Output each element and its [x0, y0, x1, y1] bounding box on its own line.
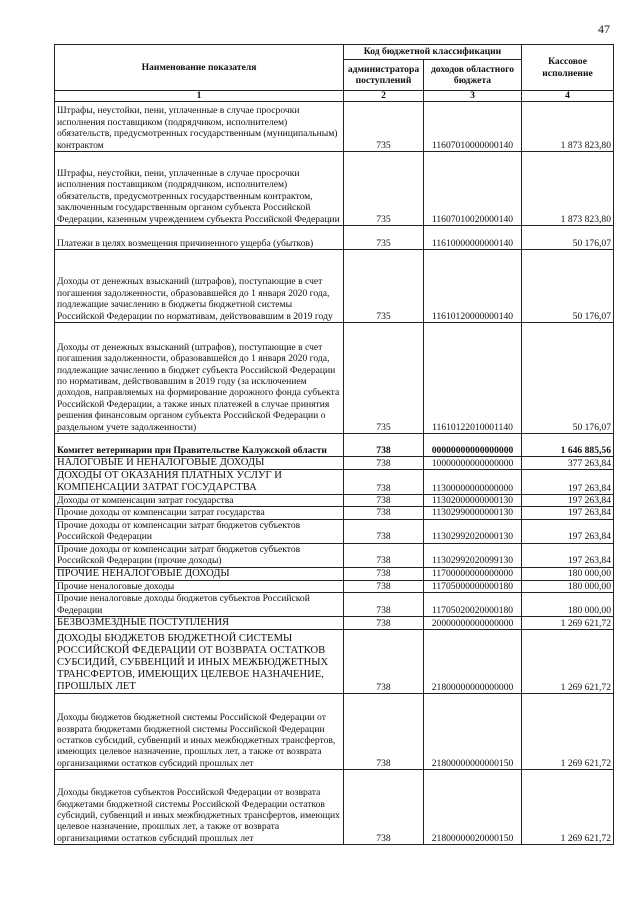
row-amount: 197 263,84: [522, 470, 614, 495]
header-admin: администратора поступлений: [344, 60, 424, 91]
header-income: доходов областного бюджета: [424, 60, 522, 91]
row-name: Доходы от компенсации затрат государства: [55, 495, 344, 507]
row-amount: 180 000,00: [522, 580, 614, 592]
table-row: [55, 507, 614, 519]
header-num: 2: [344, 91, 424, 102]
row-admin: 738: [344, 434, 424, 457]
row-amount: 50 176,07: [522, 323, 614, 434]
budget-table: [54, 44, 614, 845]
row-name: Комитет ветеринарии при Правительстве Калужской области: [55, 434, 344, 457]
row-code: 11302000000000130: [424, 495, 522, 507]
row-name: Прочие неналоговые доходы: [55, 580, 344, 592]
table-row: [55, 323, 614, 434]
row-name: Прочие доходы от компенсации затрат бюджетов субъектов Российской Федерации (прочие доходы): [55, 543, 344, 567]
row-amount: 197 263,84: [522, 507, 614, 519]
table-row: [55, 580, 614, 592]
row-admin: 738: [344, 580, 424, 592]
row-admin: 738: [344, 507, 424, 519]
table-row: [55, 519, 614, 543]
row-code: 00000000000000000: [424, 434, 522, 457]
row-admin: 738: [344, 495, 424, 507]
row-code: 11610000000000140: [424, 226, 522, 250]
header-group: Код бюджетной классификации: [344, 45, 522, 60]
page-number: 47: [598, 22, 610, 36]
row-name: Прочие неналоговые доходы бюджетов субъектов Российской Федерации: [55, 593, 344, 617]
row-admin: 738: [344, 567, 424, 580]
table-row: [55, 470, 614, 495]
row-code: 11300000000000000: [424, 470, 522, 495]
table-row: [55, 770, 614, 845]
row-amount: 50 176,07: [522, 226, 614, 250]
row-name: Штрафы, неустойки, пени, уплаченные в случае просрочки исполнения поставщиком (подрядчиком, исполнителем) обязательств, предусмотренных государственным контрактом, заключенным государственным органом субъекта Российской Федерации, казенным учреждением субъекта Российской Федерации: [55, 152, 344, 226]
row-code: 11700000000000000: [424, 567, 522, 580]
row-name: Штрафы, неустойки, пени, уплаченные в случае просрочки исполнения поставщиком (подрядчиком, исполнителем) обязательств, предусмотренных государственным (муниципальным) контрактом: [55, 102, 344, 152]
row-amount: 1 646 885,56: [522, 434, 614, 457]
header-amount: Кассовое исполнение: [522, 45, 614, 91]
table-row: [55, 102, 614, 152]
row-amount: 50 176,07: [522, 250, 614, 323]
table-row: [55, 567, 614, 580]
row-name: Прочие доходы от компенсации затрат государства: [55, 507, 344, 519]
row-amount: 1 269 621,72: [522, 617, 614, 630]
row-name: Доходы от денежных взысканий (штрафов), поступающие в счет погашения задолженности, образовавшейся до 1 января 2020 года, подлежащие зачислению в бюджет субъекта Российской Федерации по нормативам, действовавшим в 2019 году (за исключением доходов, направляемых на формирование дорожного фонда субъекта Российской Федерации, а также иных платежей в случае принятия решения финансовым органом субъекта Российской Федерации о раздельном учете задолженности): [55, 323, 344, 434]
row-admin: 735: [344, 152, 424, 226]
row-admin: 738: [344, 593, 424, 617]
row-name: БЕЗВОЗМЕЗДНЫЕ ПОСТУПЛЕНИЯ: [55, 617, 344, 630]
row-admin: 738: [344, 519, 424, 543]
row-amount: 197 263,84: [522, 543, 614, 567]
row-amount: 180 000,00: [522, 593, 614, 617]
row-code: 11610122010001140: [424, 323, 522, 434]
table-row: [55, 434, 614, 457]
row-amount: 377 263,84: [522, 457, 614, 470]
row-name: Доходы от денежных взысканий (штрафов), поступающие в счет погашения задолженности, образовавшейся до 1 января 2020 года, подлежащие зачислению в бюджеты бюджетной системы Российской Федерации по нормативам, действовавшим в 2019 году: [55, 250, 344, 323]
table-row: [55, 226, 614, 250]
row-code: 21800000020000150: [424, 770, 522, 845]
row-admin: 738: [344, 470, 424, 495]
row-name: Платежи в целях возмещения причиненного ущерба (убытков): [55, 226, 344, 250]
row-name: НАЛОГОВЫЕ И НЕНАЛОГОВЫЕ ДОХОДЫ: [55, 457, 344, 470]
row-name: Доходы бюджетов бюджетной системы Российской Федерации от возврата бюджетами бюджетной системы Российской Федерации остатков субсидий, субвенций и иных межбюджетных трансфертов, имеющих целевое назначение, прошлых лет, а также от возврата организациями остатков субсидий прошлых лет: [55, 694, 344, 770]
header-num: 1: [55, 91, 344, 102]
row-amount: 1 873 823,80: [522, 102, 614, 152]
row-amount: 1 269 621,72: [522, 770, 614, 845]
row-code: 11705000000000180: [424, 580, 522, 592]
row-amount: 1 269 621,72: [522, 630, 614, 694]
header-name: Наименование показателя: [55, 45, 344, 91]
table-row: [55, 617, 614, 630]
row-admin: 738: [344, 543, 424, 567]
row-code: 11302992020000130: [424, 519, 522, 543]
table-row: [55, 152, 614, 226]
table-row: [55, 593, 614, 617]
row-admin: 738: [344, 694, 424, 770]
row-code: 20000000000000000: [424, 617, 522, 630]
row-admin: 738: [344, 617, 424, 630]
row-code: 21800000000000000: [424, 630, 522, 694]
header-num: 4: [522, 91, 614, 102]
row-admin: 735: [344, 226, 424, 250]
row-amount: 197 263,84: [522, 519, 614, 543]
row-admin: 735: [344, 323, 424, 434]
row-amount: 1 269 621,72: [522, 694, 614, 770]
row-admin: 738: [344, 457, 424, 470]
table-row: [55, 543, 614, 567]
row-admin: 735: [344, 102, 424, 152]
row-name: Прочие доходы от компенсации затрат бюджетов субъектов Российской Федерации: [55, 519, 344, 543]
row-admin: 738: [344, 770, 424, 845]
row-code: 11302990000000130: [424, 507, 522, 519]
row-code: 11607010000000140: [424, 102, 522, 152]
row-code: 11607010020000140: [424, 152, 522, 226]
row-code: 11302992020099130: [424, 543, 522, 567]
row-amount: 197 263,84: [522, 495, 614, 507]
row-admin: 738: [344, 630, 424, 694]
row-name: Доходы бюджетов субъектов Российской Федерации от возврата бюджетами бюджетной системы Российской Федерации остатков субсидий, субвенций и иных межбюджетных трансфертов, имеющих целевое назначение, прошлых лет, а также от возврата организациями остатков субсидий прошлых лет: [55, 770, 344, 845]
row-code: 10000000000000000: [424, 457, 522, 470]
row-code: 11705020020000180: [424, 593, 522, 617]
header-num: 3: [424, 91, 522, 102]
row-name: ДОХОДЫ ОТ ОКАЗАНИЯ ПЛАТНЫХ УСЛУГ И КОМПЕНСАЦИИ ЗАТРАТ ГОСУДАРСТВА: [55, 470, 344, 495]
row-name: ДОХОДЫ БЮДЖЕТОВ БЮДЖЕТНОЙ СИСТЕМЫ РОССИЙСКОЙ ФЕДЕРАЦИИ ОТ ВОЗВРАТА ОСТАТКОВ СУБСИДИЙ, СУБВЕНЦИЙ И ИНЫХ МЕЖБЮДЖЕТНЫХ ТРАНСФЕРТОВ, ИМЕЮЩИХ ЦЕЛЕВОЕ НАЗНАЧЕНИЕ, ПРОШЛЫХ ЛЕТ: [55, 630, 344, 694]
row-name: ПРОЧИЕ НЕНАЛОГОВЫЕ ДОХОДЫ: [55, 567, 344, 580]
table-row: [55, 457, 614, 470]
row-amount: 180 000,00: [522, 567, 614, 580]
table-row: [55, 250, 614, 323]
table-row: [55, 495, 614, 507]
row-code: 11610120000000140: [424, 250, 522, 323]
table-row: [55, 694, 614, 770]
row-code: 21800000000000150: [424, 694, 522, 770]
table-row: [55, 630, 614, 694]
row-admin: 735: [344, 250, 424, 323]
row-amount: 1 873 823,80: [522, 152, 614, 226]
